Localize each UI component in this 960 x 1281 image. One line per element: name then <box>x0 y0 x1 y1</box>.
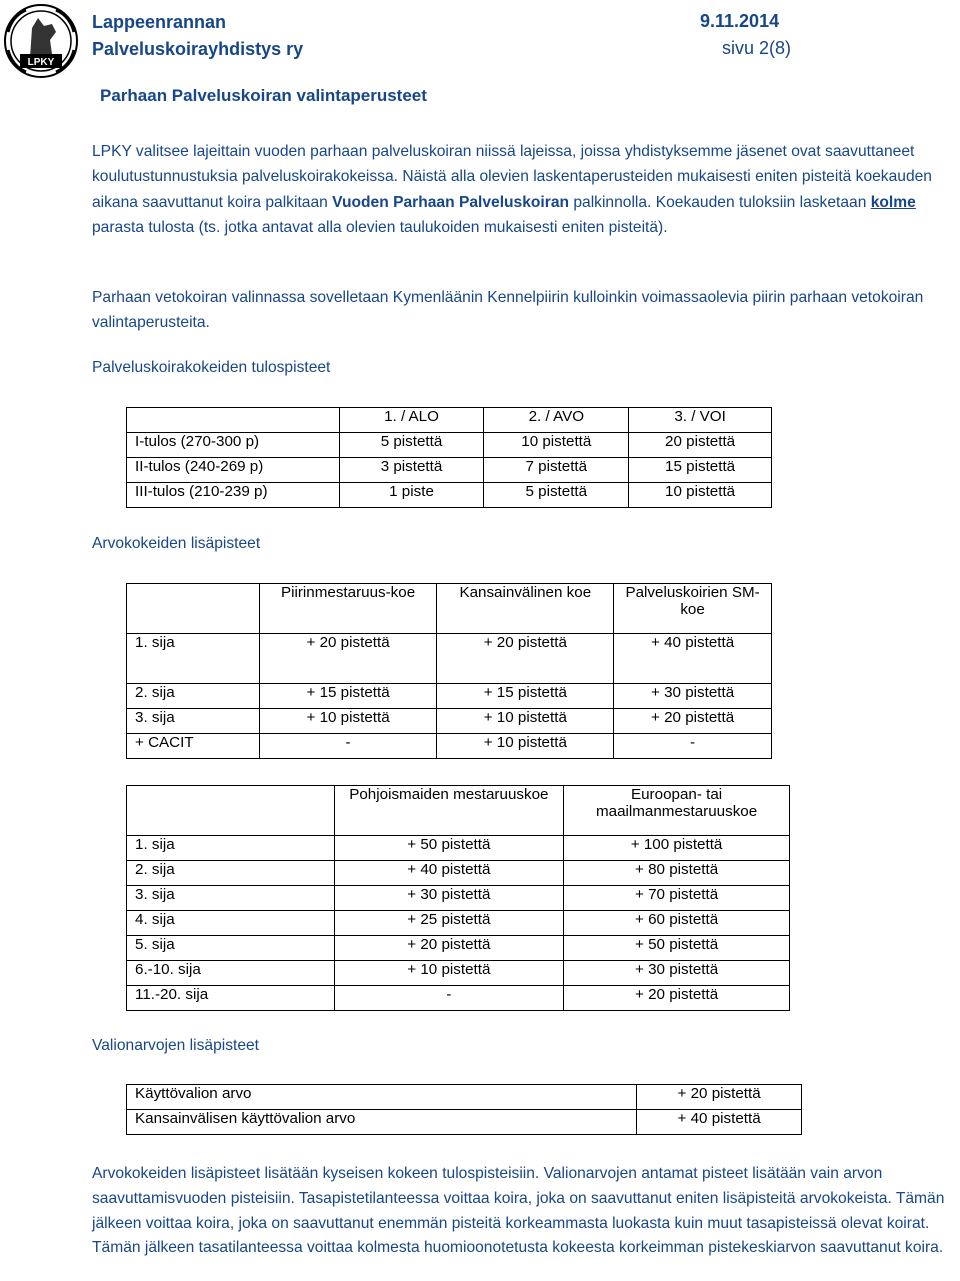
table-header-row: Pohjoismaiden mestaruuskoe Euroopan- tai maailmanmestaruuskoe <box>127 786 790 836</box>
table-row: I-tulos (270-300 p) 5 pistettä 10 pistettä 20 pistettä <box>127 433 772 458</box>
svg-text:LPKY: LPKY <box>27 57 55 68</box>
club-logo-icon <box>2 2 80 80</box>
table-row: 4. sija + 25 pistettä + 60 pistettä <box>127 911 790 936</box>
section-title-valionarvot: Valionarvojen lisäpisteet <box>92 1037 260 1054</box>
org-name-line2: Palveluskoirayhdistys ry <box>92 39 304 59</box>
page-number: sivu 2(8) <box>722 38 792 58</box>
table-row: 2. sija + 40 pistettä + 80 pistettä <box>127 861 790 886</box>
table-row: III-tulos (210-239 p) 1 piste 5 pistettä 10 pistettä <box>127 483 772 508</box>
championship-bonus-table <box>126 583 772 759</box>
closing-paragraph: Arvokokeiden lisäpisteet lisätään kyseisen kokeen tulospisteisiin. Valionarvojen antamat pisteet lisätään vain arvon saavuttamisvuoden pisteisiin. Tasapistetilanteessa voittaa koira, joka on saavuttanut eniten lisäpisteitä arvokokeista. Tämän jälkeen voittaa koira, joka on saavuttanut enemmän pisteitä korkeammasta luokasta kuin muut tasapisteissä olevat koirat. Tämän jälkeen tasatilanteessa voittaa kolmesta huomioonotetusta kokeesta korkeimman pistekeskiarvon saavuttanut koira. <box>92 1165 945 1257</box>
table-row: 6.-10. sija + 10 pistettä + 30 pistettä <box>127 961 790 986</box>
table-header-row: 1. / ALO 2. / AVO 3. / VOI <box>127 408 772 433</box>
org-name-line1: Lappeenrannan <box>92 12 227 32</box>
international-championship-table <box>126 785 790 1011</box>
document-date: 9.11.2014 <box>700 11 780 31</box>
intro-paragraph-2: Parhaan vetokoiran valinnassa sovelletaan Kymenläänin Kennelpiirin kulloinkin voimassaolevia piirin parhaan vetokoiran valintaperusteita. <box>92 289 924 332</box>
section-title-arvokokeet: Arvokokeiden lisäpisteet <box>92 535 261 552</box>
champion-title-bonus-table <box>126 1084 802 1135</box>
results-points-table <box>126 407 772 508</box>
table-row: 3. sija + 10 pistettä + 10 pistettä + 20 pistettä <box>127 709 772 734</box>
table-row: Käyttövalion arvo + 20 pistettä <box>127 1085 802 1110</box>
table-row: 1. sija + 20 pistettä + 20 pistettä + 40 pistettä <box>127 634 772 684</box>
intro-paragraph-1: LPKY valitsee lajeittain vuoden parhaan palveluskoiran niissä lajeissa, joissa yhdistyksemme jäsenet ovat saavuttaneet koulutustunnustuksia palveluskoirakokeissa. Näistä alla olevien laskentaperusteiden mukaisesti eniten pisteitä koekauden aikana saavuttanut koira palkitaan Vuoden Parhaan Palveluskoiran palkinnolla. Koekauden tuloksiin lasketaan kolme parasta tulosta (ts. jotka antavat alla olevien taulukoiden mukaisesti eniten pisteitä). <box>92 143 932 236</box>
table-row: 3. sija + 30 pistettä + 70 pistettä <box>127 886 790 911</box>
table-row: 1. sija + 50 pistettä + 100 pistettä <box>127 836 790 861</box>
table-row: 2. sija + 15 pistettä + 15 pistettä + 30 pistettä <box>127 684 772 709</box>
table-row: + CACIT - + 10 pistettä - <box>127 734 772 759</box>
section-title-tulospisteet: Palveluskoirakokeiden tulospisteet <box>92 359 331 376</box>
document-subtitle: Parhaan Palveluskoiran valintaperusteet <box>100 86 427 105</box>
table-row: Kansainvälisen käyttövalion arvo + 40 pistettä <box>127 1110 802 1135</box>
table-row: II-tulos (240-269 p) 3 pistettä 7 pistettä 15 pistettä <box>127 458 772 483</box>
table-row: 11.-20. sija - + 20 pistettä <box>127 986 790 1011</box>
table-header-row: Piirinmestaruus-koe Kansainvälinen koe Palveluskoirien SM-koe <box>127 584 772 634</box>
table-row: 5. sija + 20 pistettä + 50 pistettä <box>127 936 790 961</box>
